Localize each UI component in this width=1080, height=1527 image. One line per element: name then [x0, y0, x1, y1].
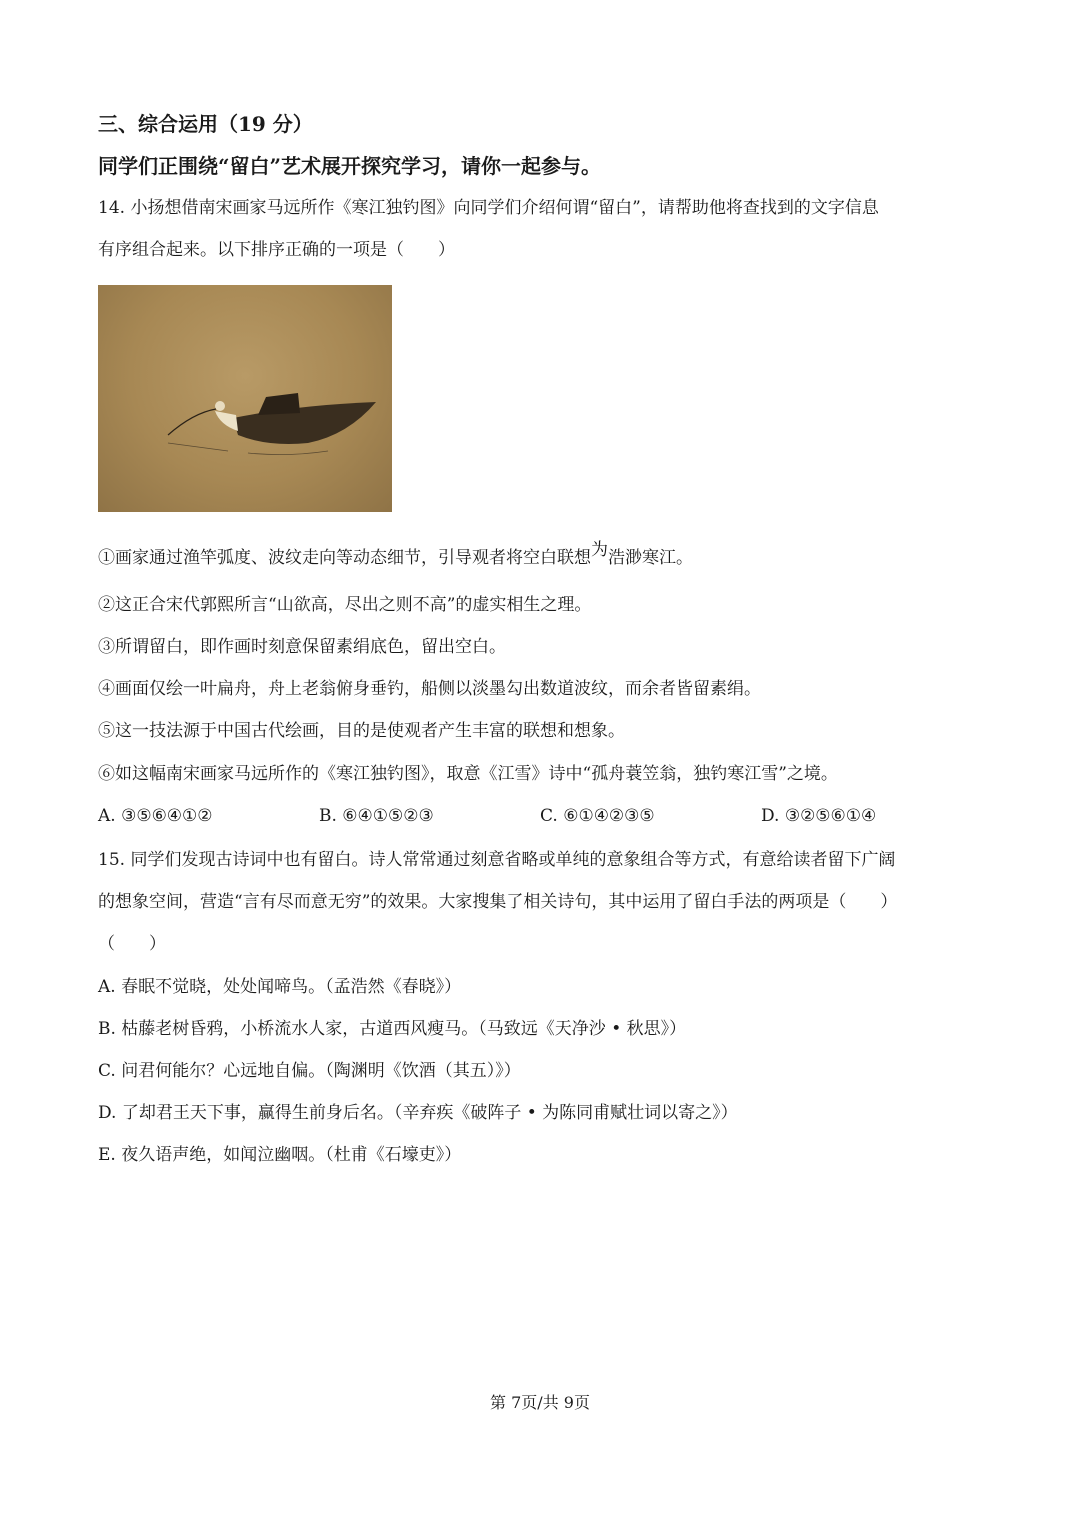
- q14-statement-1: [98, 540, 693, 569]
- q14-option-a[interactable]: A. ③⑤⑥④①②: [98, 806, 213, 826]
- q15-option-d[interactable]: D. 了却君王天下事，赢得生前身后名。（辛弃疾《破阵子 • 为陈同甫赋壮词以寄之》）: [98, 1103, 738, 1123]
- q14-option-c[interactable]: C. ⑥①④②③⑤: [540, 806, 655, 826]
- q14-stem-line1: 14. 小扬想借南宋画家马远所作《寒江独钓图》向同学们介绍何谓“留白”，请帮助他将查找到的文字信息: [98, 198, 879, 218]
- q15-option-b[interactable]: B. 枯藤老树昏鸦，小桥流水人家，古道西风瘦马。（马致远《天净沙 • 秋思》）: [98, 1019, 687, 1039]
- q15-option-e[interactable]: E. 夜久语声绝，如闻泣幽咽。（杜甫《石壕吏》）: [98, 1145, 462, 1165]
- q15-stem-line3: （ ）: [98, 934, 166, 954]
- q14-option-d[interactable]: D. ③②⑤⑥①④: [761, 806, 877, 826]
- q15-option-a[interactable]: A. 春眠不觉晓，处处闻啼鸟。（孟浩然《春晓》）: [98, 977, 462, 997]
- q14-statement-6: ⑥如这幅南宋画家马远所作的《寒江独钓图》，取意《江雪》诗中“孤舟蓑笠翁，独钓寒江雪”之境。: [98, 764, 838, 784]
- page-footer: 第 7页/共 9页: [490, 1393, 590, 1412]
- statement-1-text: ①画家通过渔竿弧度、波纹走向等动态细节，引导观者将空白联想: [98, 548, 591, 568]
- q15-stem-line1: 15. 同学们发现古诗词中也有留白。诗人常常通过刻意省略或单纯的意象组合等方式，有意给读者留下广阔: [98, 850, 896, 870]
- q15-stem-line2: 的想象空间，营造“言有尽而意无穷”的效果。大家搜集了相关诗句，其中运用了留白手法的两项是（ ）: [98, 892, 898, 912]
- q14-statement-4: ④画面仅绘一叶扁舟，舟上老翁俯身垂钓，船侧以淡墨勾出数道波纹，而余者皆留素绢。: [98, 679, 761, 699]
- section-title: 三、综合运用（19 分）: [98, 112, 313, 136]
- boat-fisherman-drawing: [98, 285, 392, 512]
- painting-image: [98, 285, 392, 512]
- statement-1-raised-char: 为: [591, 540, 608, 560]
- q15-option-c[interactable]: C. 问君何能尔？心远地自偏。（陶渊明《饮酒（其五）》）: [98, 1061, 521, 1081]
- q14-statement-2: ②这正合宋代郭熙所言“山欲高，尽出之则不高”的虚实相生之理。: [98, 595, 592, 615]
- statement-1-tail: 浩渺寒江。: [608, 548, 693, 568]
- q14-option-b[interactable]: B. ⑥④①⑤②③: [319, 806, 434, 826]
- q14-statement-3: ③所谓留白，即作画时刻意保留素绢底色，留出空白。: [98, 637, 506, 657]
- section-intro: 同学们正围绕“留白”艺术展开探究学习，请你一起参与。: [98, 154, 602, 178]
- q14-statement-5: ⑤这一技法源于中国古代绘画，目的是使观者产生丰富的联想和想象。: [98, 721, 625, 741]
- q14-stem-line2: 有序组合起来。以下排序正确的一项是（ ）: [98, 240, 455, 260]
